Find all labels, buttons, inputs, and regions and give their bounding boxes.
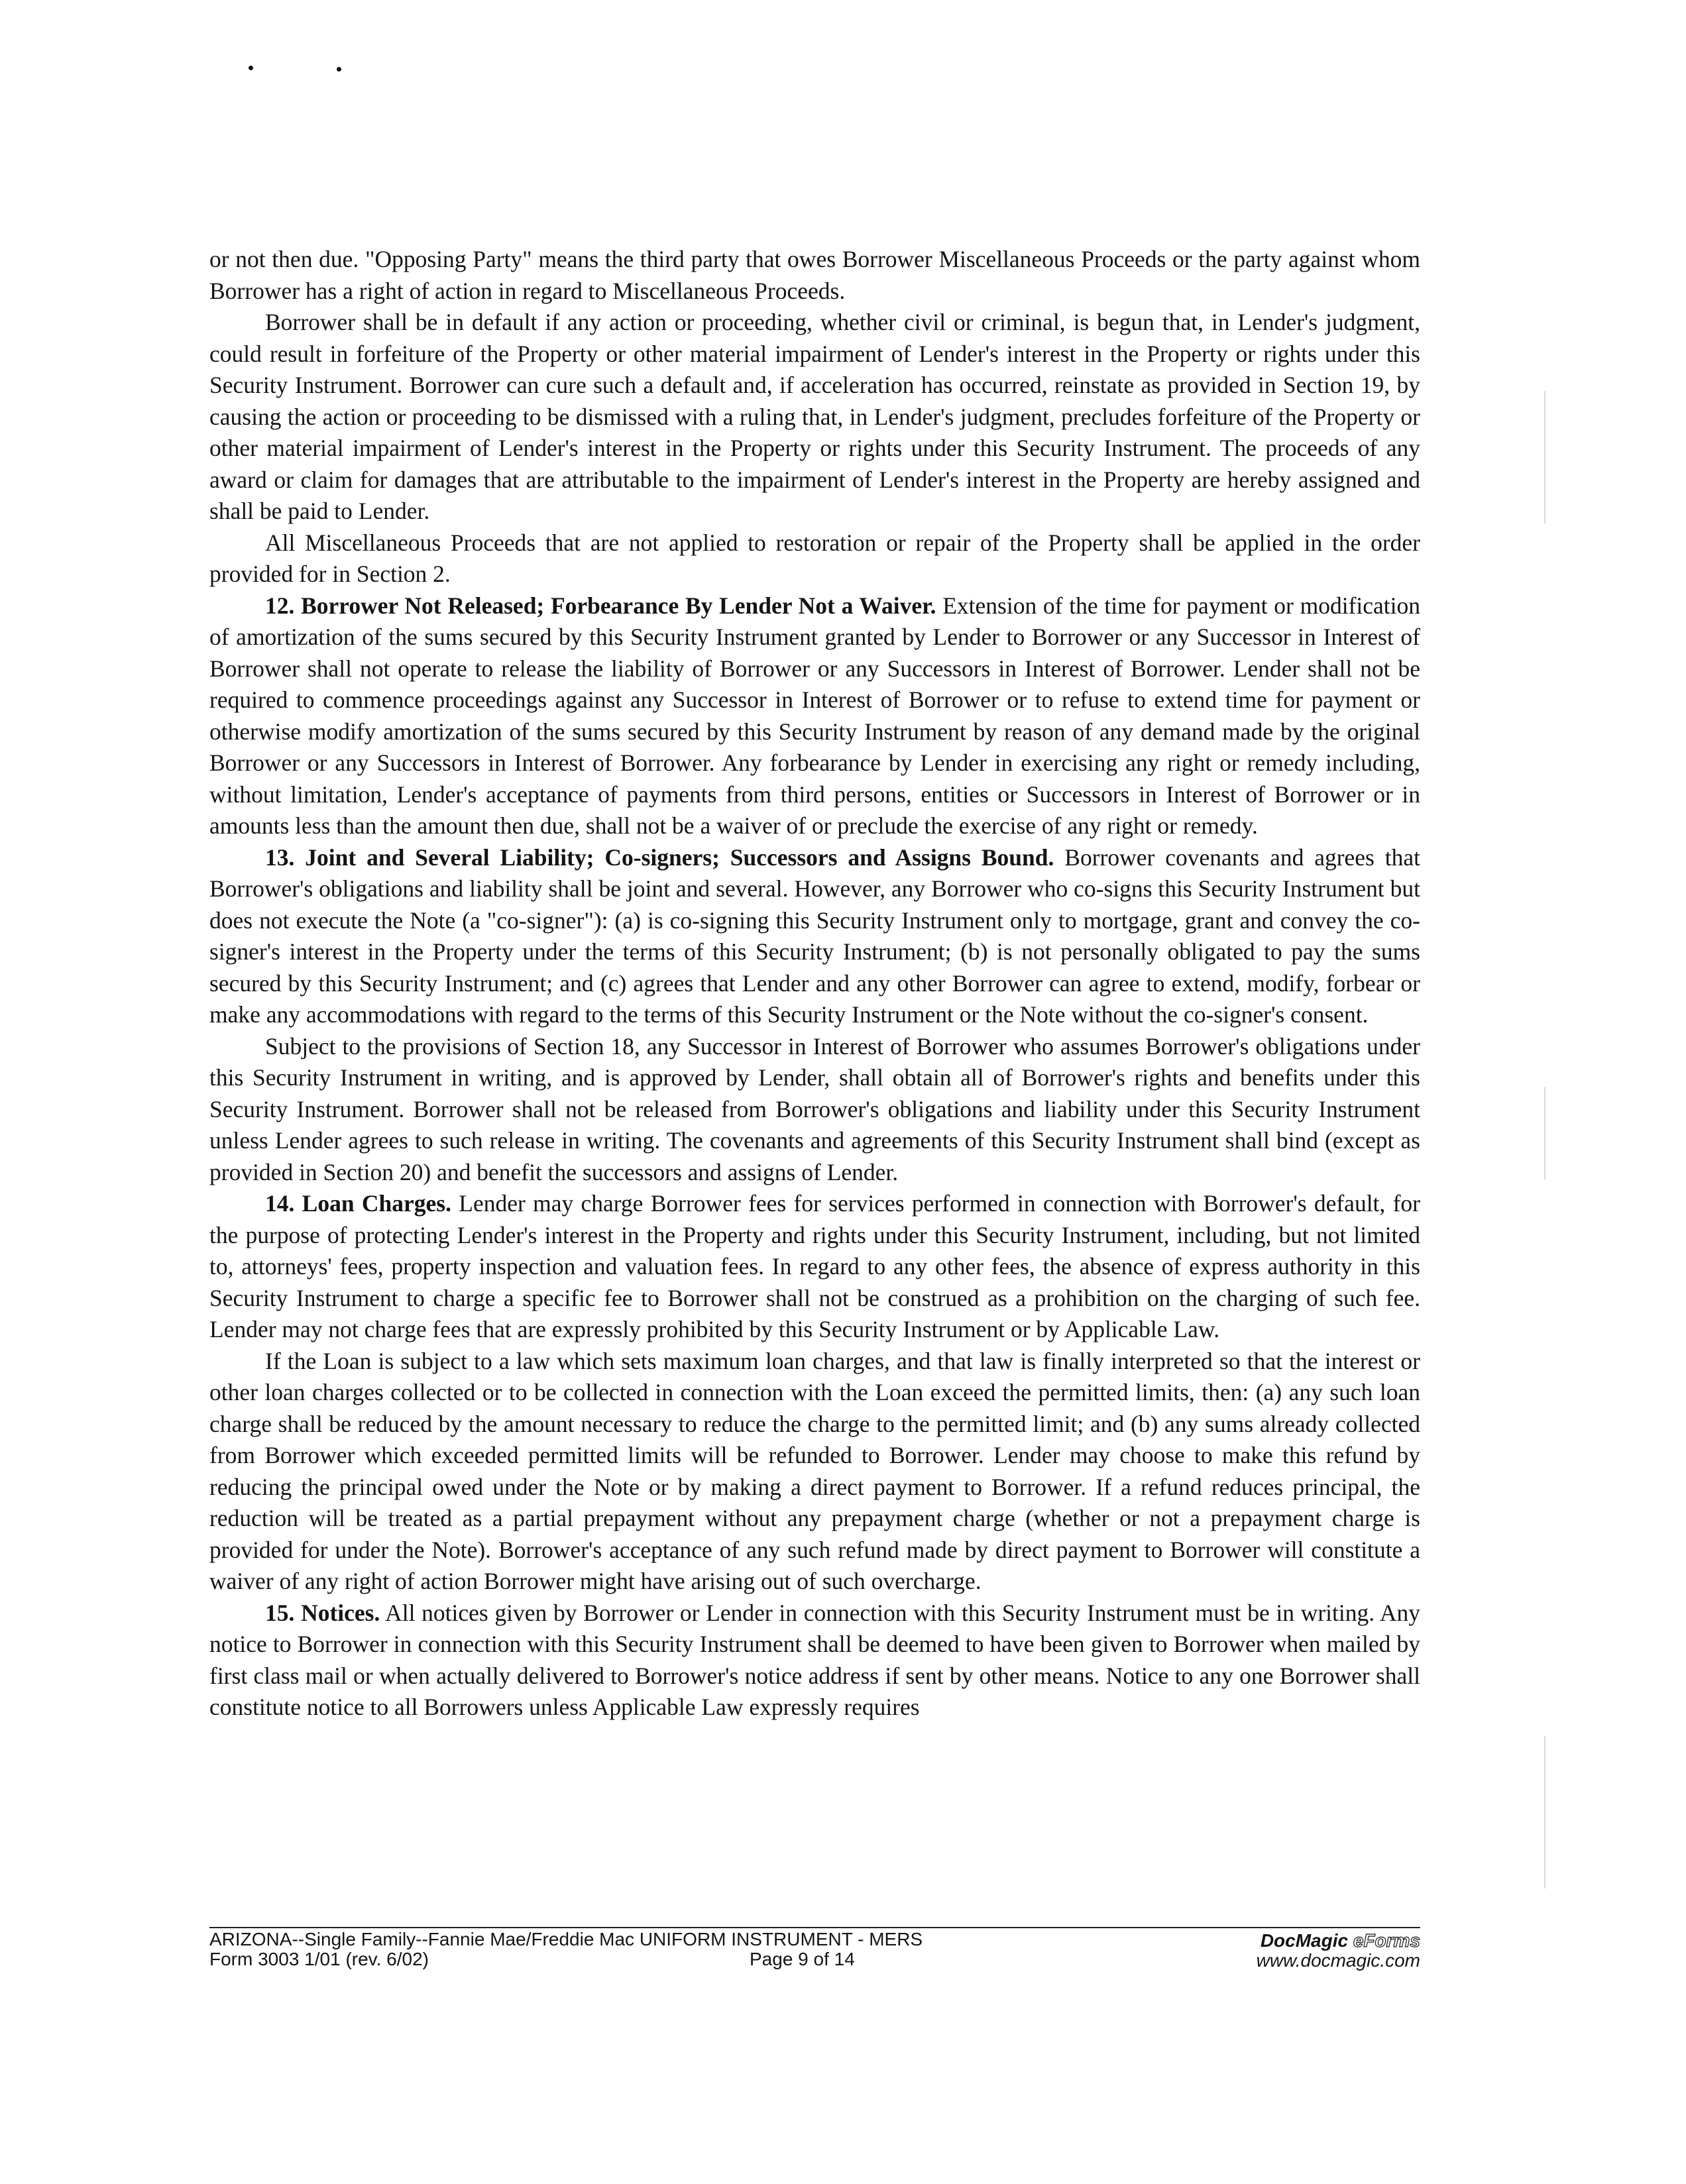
section-heading: 12. Borrower Not Released; Forbearance By Lender Not a Waiver.	[265, 592, 936, 619]
scan-dot	[249, 66, 253, 70]
scan-dot	[337, 67, 341, 72]
section-12: 12. Borrower Not Released; Forbearance By Lender Not a Waiver. Extension of the time for payment or modification of amortization of the sums secured by this Security Instrument granted by Lender to Borrower or any Successor in Interest of Borrower shall not operate to release the liability of Borrower or any Successors in Interest of Borrower. Lender shall not be required to commence proceedings against any Successor in Interest of Borrower or to refuse to extend time for payment or otherwise modify amortization of the sums secured by this Security Instrument by reason of any demand made by the original Borrower or any Successors in Interest of Borrower. Any forbearance by Lender in exercising any right or remedy including, without limitation, Lender's acceptance of payments from third persons, entities or Successors in Interest of Borrower or in amounts less than the amount then due, shall not be a waiver of or preclude the exercise of any right or remedy.	[209, 592, 1420, 839]
website-link[interactable]: www.docmagic.com	[1256, 1950, 1420, 1971]
section-15: 15. Notices. All notices given by Borrower or Lender in connection with this Security Instrument must be in writing. Any notice to Borrower in connection with this Security Instrument shall be deemed to have been given to Borrower when mailed by first class mail or when actually delivered to Borrower's notice address if sent by other means. Notice to any one Borrower shall constitute notice to all Borrowers unless Applicable Law expressly requires	[209, 1599, 1421, 1720]
form-title: ARIZONA--Single Family--Fannie Mae/Freddie Mac UNIFORM INSTRUMENT - MERS	[209, 1929, 923, 1949]
scan-edge-mark	[1544, 391, 1546, 523]
section-14: 14. Loan Charges. Lender may charge Borrower fees for services performed in connection with Borrower's default, for the purpose of protecting Lender's interest in the Property and rights under this Security Instrument, including, but not limited to, attorneys' fees, property inspection and valuation fees. In regard to any other fees, the absence of express authority in this Security Instrument to charge a specific fee to Borrower shall not be construed as a prohibition on the charging of such fee. Lender may not charge fees that are expressly prohibited by this Security Instrument or by Applicable Law.	[209, 1190, 1420, 1342]
page-number: Page 9 of 14	[750, 1949, 855, 1969]
scan-edge-mark	[1544, 1736, 1546, 1888]
document-body	[209, 244, 1420, 1723]
paragraph: Subject to the provisions of Section 18, any Successor in Interest of Borrower who assumes Borrower's obligations under this Security Instrument in writing, and is approved by Lender, shall obtain all of Borrower's rights and benefits under this Security Instrument. Borrower shall not be released from Borrower's obligations and liability under this Security Instrument unless Lender agrees to such release in writing. The covenants and agreements of this Security Instrument shall bind (except as provided in Section 20) and benefit the successors and assigns of Lender.	[209, 1032, 1420, 1185]
paragraph: All Miscellaneous Proceeds that are not applied to restoration or repair of the Property shall be applied in the order provided for in Section 2.	[209, 529, 1420, 587]
paragraph: If the Loan is subject to a law which sets maximum loan charges, and that law is finally interpreted so that the interest or other loan charges collected or to be collected in connection with the Loan exceed the permitted limits, then: (a) any such loan charge shall be reduced by the amount necessary to reduce the charge to the permitted limit; and (b) any sums already collected from Borrower which exceeded permitted limits will be refunded to Borrower. Lender may choose to make this refund by reducing the principal owed under the Note or by making a direct payment to Borrower. If a refund reduces principal, the reduction will be treated as a partial prepayment without any prepayment charge (whether or not a prepayment charge is provided for under the Note). Borrower's acceptance of any such refund made by direct payment to Borrower will constitute a waiver of any right of action Borrower might have arising out of such overcharge.	[209, 1347, 1420, 1594]
section-13: 13. Joint and Several Liability; Co-signers; Successors and Assigns Bound. Borrower covenants and agrees that Borrower's obligations and liability shall be joint and several. However, any Borrower who co-signs this Security Instrument but does not execute the Note (a "co-signer"): (a) is co-signing this Security Instrument only to mortgage, grant and convey the co-signer's interest in the Property under the terms of this Security Instrument; (b) is not personally obligated to pay the sums secured by this Security Instrument; and (c) agrees that Lender and any other Borrower can agree to extend, modify, forbear or make any accommodations with regard to the terms of this Security Instrument or the Note without the co-signer's consent.	[209, 844, 1420, 1028]
section-heading: 15. Notices.	[265, 1599, 380, 1626]
section-heading: 13. Joint and Several Liability; Co-signers; Successors and Assigns Bound.	[265, 844, 1054, 871]
docmagic-logo: DocMagic eForms	[1260, 1930, 1420, 1951]
paragraph: or not then due. "Opposing Party" means the third party that owes Borrower Miscellaneous Proceeds or the party against whom Borrower has a right of action in regard to Miscellaneous Proceeds.	[209, 246, 1420, 304]
page-footer	[209, 1930, 1420, 1983]
footer-divider	[209, 1927, 1420, 1928]
paragraph: Borrower shall be in default if any action or proceeding, whether civil or criminal, is begun that, in Lender's judgment, could result in forfeiture of the Property or other material impairment of Lender's interest in the Property or rights under this Security Instrument. Borrower can cure such a default and, if acceleration has occurred, reinstate as provided in Section 19, by causing the action or proceeding to be dismissed with a ruling that, in Lender's judgment, precludes forfeiture of the Property or other material impairment of Lender's interest in the Property or rights under this Security Instrument. The proceeds of any award or claim for damages that are attributable to the impairment of Lender's interest in the Property are hereby assigned and shall be paid to Lender.	[209, 309, 1420, 524]
form-number: Form 3003 1/01 (rev. 6/02)	[209, 1949, 429, 1969]
section-heading: 14. Loan Charges.	[265, 1190, 451, 1217]
scan-edge-mark	[1544, 1087, 1546, 1179]
